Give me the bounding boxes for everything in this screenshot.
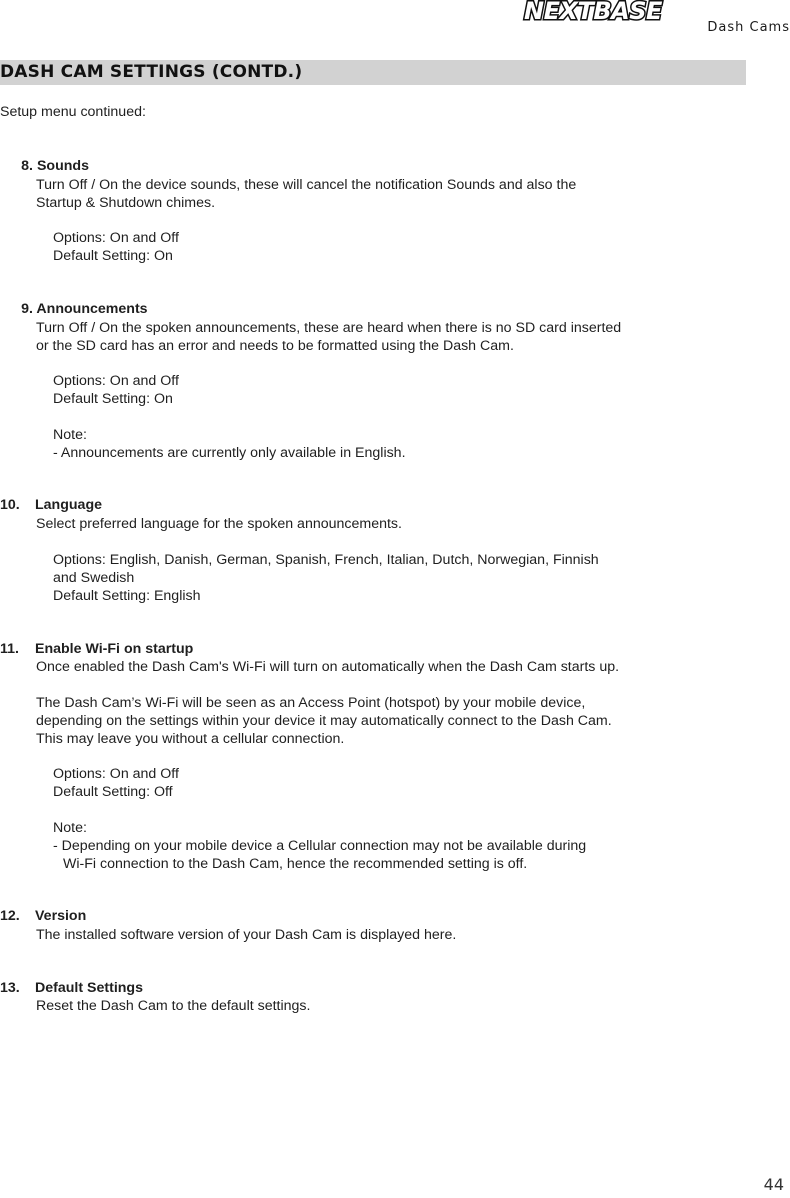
item-option: Default Setting: Off	[53, 784, 173, 800]
item-heading-wifi: 11. Enable Wi-Fi on startup	[0, 641, 194, 657]
item-option: Options: English, Danish, German, Spanish, French, Italian, Dutch, Norwegian, Finnish	[53, 552, 599, 568]
item-option: Options: On and Off	[53, 230, 179, 246]
item-heading-announcements: 9. Announcements	[21, 301, 148, 317]
item-desc: The Dash Cam’s Wi-Fi will be seen as an Access Point (hotspot) by your mobile device,	[36, 695, 586, 711]
section-title: DASH CAM SETTINGS (CONTD.)	[0, 62, 303, 82]
page-number: 44	[763, 1175, 784, 1194]
item-option: Default Setting: On	[53, 391, 173, 407]
item-heading-sounds: 8. Sounds	[21, 158, 89, 174]
item-desc: Turn Off / On the device sounds, these will cancel the notification Sounds and also the	[36, 177, 577, 193]
item-heading-version: 12. Version	[0, 908, 87, 924]
item-desc: Reset the Dash Cam to the default settings.	[36, 998, 311, 1014]
nextbase-wordmark	[522, 0, 744, 22]
item-desc: Turn Off / On the spoken announcements, these are heard when there is no SD card inserted	[36, 320, 622, 336]
item-heading-language: 10. Language	[0, 497, 103, 513]
item-note: - Announcements are currently only available in English.	[53, 445, 406, 461]
item-desc: Select preferred language for the spoken announcements.	[36, 516, 402, 532]
item-note: Wi-Fi connection to the Dash Cam, hence the recommended setting is off.	[63, 856, 528, 872]
item-option: Options: On and Off	[53, 373, 179, 389]
item-desc: The installed software version of your Dash Cam is displayed here.	[36, 927, 457, 943]
item-desc: Startup & Shutdown chimes.	[36, 195, 216, 211]
intro-text: Setup menu continued:	[0, 104, 146, 120]
section-title-bar	[0, 60, 746, 85]
item-option: Options: On and Off	[53, 766, 179, 782]
item-desc: or the SD card has an error and needs to be formatted using the Dash Cam.	[36, 338, 514, 354]
item-desc: Once enabled the Dash Cam's Wi-Fi will turn on automatically when the Dash Cam starts up.	[36, 659, 620, 675]
item-desc: depending on the settings within your device it may automatically connect to the Dash Cam.	[36, 713, 612, 729]
item-option: Default Setting: On	[53, 248, 173, 264]
item-note: - Depending on your mobile device a Cellular connection may not be available during	[53, 838, 587, 854]
item-heading-default-settings: 13. Default Settings	[0, 980, 143, 996]
item-option: and Swedish	[53, 570, 135, 586]
svg-text:NEXTBASE: NEXTBASE	[524, 0, 662, 22]
brand-subtitle: Dash Cams	[707, 20, 790, 35]
item-note-label: Note:	[53, 820, 87, 836]
item-desc: This may leave you without a cellular connection.	[36, 731, 345, 747]
item-option: Default Setting: English	[53, 588, 201, 604]
item-note-label: Note:	[53, 427, 87, 443]
